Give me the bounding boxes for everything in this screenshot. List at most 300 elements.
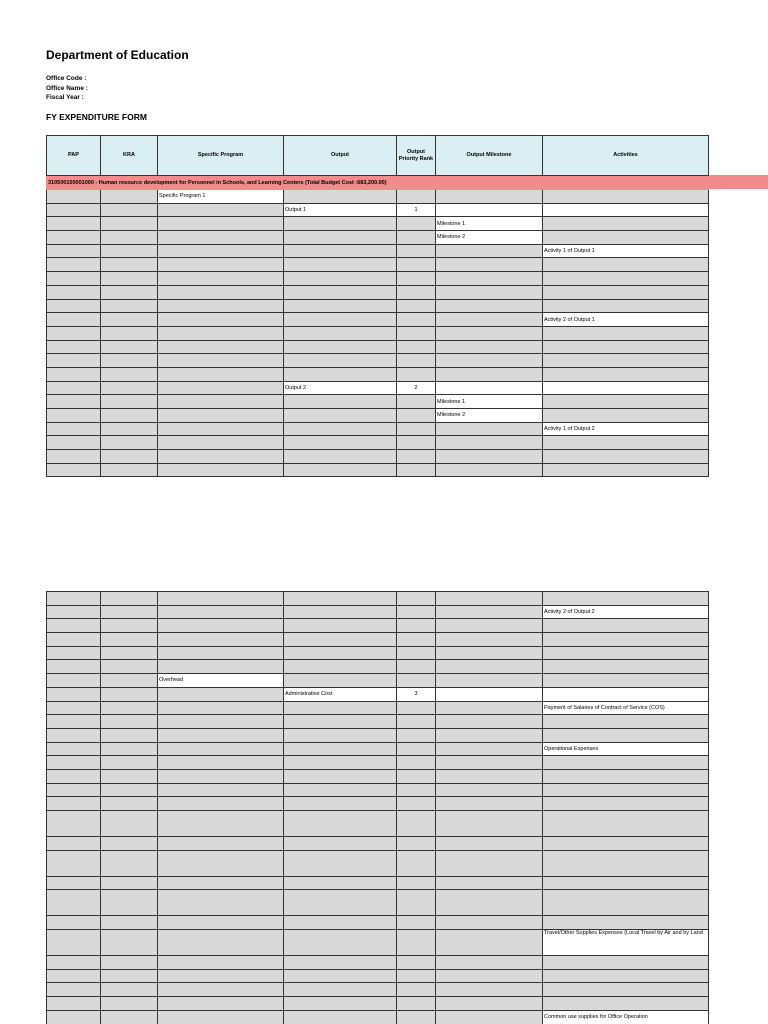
cell-activities xyxy=(543,231,709,245)
cell-output-milestone xyxy=(436,463,543,477)
cell-output-priority-rank xyxy=(397,969,436,983)
cell-kra xyxy=(101,742,158,756)
cell-specific-program xyxy=(158,890,284,916)
cell-output xyxy=(284,244,397,258)
cell-output-priority-rank: 2 xyxy=(397,381,436,395)
cell-output-milestone xyxy=(436,674,543,688)
cell-output xyxy=(284,190,397,204)
cell-output xyxy=(284,619,397,633)
cell-output-milestone xyxy=(436,701,543,715)
table-row xyxy=(47,850,709,876)
cell-activities: Payment of Salaries of Contract of Service (COS) xyxy=(543,701,709,715)
cell-pap xyxy=(47,930,101,956)
cell-activities xyxy=(543,850,709,876)
cell-activities xyxy=(543,646,709,660)
cell-output xyxy=(284,890,397,916)
cell-output-priority-rank xyxy=(397,756,436,770)
cell-kra xyxy=(101,797,158,811)
table-row xyxy=(47,326,709,340)
cell-output-milestone xyxy=(436,660,543,674)
cell-output-milestone: Milestone 1 xyxy=(436,217,543,231)
cell-output xyxy=(284,605,397,619)
cell-activities: Common use supplies for Office Operation xyxy=(543,1010,709,1024)
cell-specific-program xyxy=(158,837,284,851)
cell-specific-program xyxy=(158,687,284,701)
cell-output-priority-rank xyxy=(397,422,436,436)
column-header-output-milestone: Output Milestone xyxy=(436,136,543,176)
cell-kra xyxy=(101,811,158,837)
cell-output-priority-rank xyxy=(397,217,436,231)
cell-output-priority-rank xyxy=(397,313,436,327)
cell-pap xyxy=(47,190,101,204)
table-row xyxy=(47,674,709,688)
cell-kra xyxy=(101,956,158,970)
cell-output-milestone xyxy=(436,646,543,660)
cell-kra xyxy=(101,701,158,715)
cell-output xyxy=(284,769,397,783)
cell-kra xyxy=(101,190,158,204)
cell-specific-program xyxy=(158,217,284,231)
cell-output xyxy=(284,916,397,930)
cell-specific-program xyxy=(158,701,284,715)
cell-activities xyxy=(543,674,709,688)
cell-output xyxy=(284,1010,397,1024)
cell-activities xyxy=(543,395,709,409)
cell-output-priority-rank xyxy=(397,890,436,916)
cell-output-milestone xyxy=(436,876,543,890)
cell-output-priority-rank: 3 xyxy=(397,687,436,701)
cell-kra xyxy=(101,850,158,876)
cell-output xyxy=(284,592,397,606)
cell-specific-program xyxy=(158,299,284,313)
cell-activities xyxy=(543,340,709,354)
cell-kra xyxy=(101,916,158,930)
cell-output-milestone xyxy=(436,422,543,436)
cell-pap xyxy=(47,244,101,258)
table-row xyxy=(47,217,709,231)
cell-pap xyxy=(47,633,101,647)
cell-output xyxy=(284,633,397,647)
table-row xyxy=(47,231,709,245)
cell-specific-program xyxy=(158,203,284,217)
table-header-row xyxy=(47,136,709,176)
cell-output-milestone xyxy=(436,190,543,204)
cell-output-milestone xyxy=(436,203,543,217)
cell-kra xyxy=(101,217,158,231)
cell-activities xyxy=(543,997,709,1011)
table-row xyxy=(47,687,709,701)
cell-activities xyxy=(543,811,709,837)
cell-output xyxy=(284,756,397,770)
cell-pap xyxy=(47,340,101,354)
cell-output xyxy=(284,728,397,742)
cell-pap xyxy=(47,272,101,286)
table-row xyxy=(47,395,709,409)
cell-output xyxy=(284,285,397,299)
cell-output xyxy=(284,313,397,327)
cell-output-milestone: Milestone 2 xyxy=(436,231,543,245)
cell-output-milestone xyxy=(436,258,543,272)
cell-activities xyxy=(543,969,709,983)
cell-kra xyxy=(101,605,158,619)
cell-activities xyxy=(543,890,709,916)
cell-pap xyxy=(47,890,101,916)
cell-kra xyxy=(101,592,158,606)
cell-specific-program xyxy=(158,313,284,327)
cell-pap xyxy=(47,285,101,299)
cell-activities xyxy=(543,299,709,313)
cell-output-priority-rank xyxy=(397,409,436,423)
office-name-label: Office Name : xyxy=(46,84,88,92)
cell-output-priority-rank xyxy=(397,956,436,970)
cell-kra xyxy=(101,660,158,674)
cell-output-milestone xyxy=(436,969,543,983)
cell-specific-program xyxy=(158,983,284,997)
table-row xyxy=(47,285,709,299)
cell-activities xyxy=(543,217,709,231)
cell-output-milestone xyxy=(436,797,543,811)
table-row xyxy=(47,930,709,956)
cell-activities xyxy=(543,354,709,368)
cell-output-priority-rank xyxy=(397,258,436,272)
table-row xyxy=(47,354,709,368)
table-row xyxy=(47,769,709,783)
cell-specific-program xyxy=(158,633,284,647)
cell-output-priority-rank xyxy=(397,619,436,633)
table-row xyxy=(47,837,709,851)
pap-row-highlight-bleed xyxy=(706,175,768,189)
cell-output xyxy=(284,422,397,436)
table-row xyxy=(47,997,709,1011)
fiscal-year-label: Fiscal Year : xyxy=(46,94,84,101)
cell-kra xyxy=(101,646,158,660)
cell-activities xyxy=(543,592,709,606)
cell-output-priority-rank xyxy=(397,997,436,1011)
cell-specific-program xyxy=(158,244,284,258)
cell-pap xyxy=(47,436,101,450)
cell-output-priority-rank xyxy=(397,340,436,354)
cell-output xyxy=(284,715,397,729)
cell-output-priority-rank xyxy=(397,797,436,811)
cell-pap xyxy=(47,687,101,701)
cell-pap xyxy=(47,983,101,997)
cell-specific-program xyxy=(158,354,284,368)
cell-activities xyxy=(543,983,709,997)
cell-activities xyxy=(543,258,709,272)
cell-activities xyxy=(543,687,709,701)
cell-kra xyxy=(101,285,158,299)
cell-kra xyxy=(101,450,158,464)
column-header-output-priority-rank: Output Priority Rank xyxy=(397,136,436,176)
cell-pap xyxy=(47,969,101,983)
cell-activities xyxy=(543,769,709,783)
cell-kra xyxy=(101,244,158,258)
cell-specific-program xyxy=(158,646,284,660)
cell-output xyxy=(284,450,397,464)
cell-output-priority-rank xyxy=(397,646,436,660)
table-row xyxy=(47,701,709,715)
cell-pap xyxy=(47,450,101,464)
cell-kra xyxy=(101,769,158,783)
cell-kra xyxy=(101,756,158,770)
cell-output-milestone xyxy=(436,244,543,258)
cell-pap xyxy=(47,409,101,423)
cell-output-priority-rank xyxy=(397,674,436,688)
cell-output-milestone xyxy=(436,381,543,395)
cell-pap xyxy=(47,956,101,970)
pap-row xyxy=(47,176,709,190)
cell-kra xyxy=(101,837,158,851)
cell-specific-program xyxy=(158,395,284,409)
cell-output xyxy=(284,258,397,272)
cell-output-priority-rank xyxy=(397,592,436,606)
table-row xyxy=(47,646,709,660)
cell-kra xyxy=(101,409,158,423)
cell-pap xyxy=(47,313,101,327)
cell-specific-program xyxy=(158,436,284,450)
cell-kra xyxy=(101,231,158,245)
table-row xyxy=(47,1010,709,1024)
cell-output-priority-rank xyxy=(397,190,436,204)
cell-output-milestone xyxy=(436,619,543,633)
table-row xyxy=(47,463,709,477)
cell-kra xyxy=(101,258,158,272)
cell-output-priority-rank xyxy=(397,728,436,742)
cell-activities xyxy=(543,837,709,851)
cell-specific-program xyxy=(158,969,284,983)
cell-output-milestone xyxy=(436,983,543,997)
cell-kra xyxy=(101,313,158,327)
cell-output-milestone xyxy=(436,285,543,299)
cell-kra xyxy=(101,619,158,633)
cell-specific-program xyxy=(158,326,284,340)
cell-kra xyxy=(101,340,158,354)
cell-output-priority-rank xyxy=(397,850,436,876)
cell-kra xyxy=(101,395,158,409)
office-code-label: Office Code : xyxy=(46,75,87,82)
table-row xyxy=(47,244,709,258)
cell-specific-program xyxy=(158,422,284,436)
cell-pap xyxy=(47,837,101,851)
cell-output-priority-rank xyxy=(397,837,436,851)
cell-output xyxy=(284,811,397,837)
cell-output xyxy=(284,797,397,811)
cell-specific-program xyxy=(158,1010,284,1024)
cell-output-priority-rank xyxy=(397,769,436,783)
cell-pap xyxy=(47,367,101,381)
cell-kra xyxy=(101,272,158,286)
table-row xyxy=(47,797,709,811)
cell-output-milestone xyxy=(436,1010,543,1024)
cell-specific-program: Overhead xyxy=(158,674,284,688)
cell-specific-program xyxy=(158,272,284,286)
cell-pap xyxy=(47,997,101,1011)
table-row xyxy=(47,203,709,217)
cell-activities: Travel/Other Supplies Expenses (Local Travel by Air and by Land xyxy=(543,930,709,956)
cell-specific-program xyxy=(158,811,284,837)
table-row xyxy=(47,916,709,930)
cell-pap xyxy=(47,217,101,231)
cell-output-priority-rank xyxy=(397,299,436,313)
cell-output xyxy=(284,850,397,876)
cell-pap xyxy=(47,326,101,340)
table-row xyxy=(47,272,709,286)
cell-specific-program xyxy=(158,797,284,811)
cell-pap xyxy=(47,797,101,811)
cell-pap xyxy=(47,203,101,217)
cell-pap xyxy=(47,619,101,633)
cell-output-priority-rank xyxy=(397,983,436,997)
cell-specific-program xyxy=(158,340,284,354)
cell-output xyxy=(284,367,397,381)
cell-activities xyxy=(543,728,709,742)
table-row xyxy=(47,983,709,997)
cell-pap xyxy=(47,756,101,770)
cell-output xyxy=(284,340,397,354)
cell-output-milestone xyxy=(436,450,543,464)
cell-kra xyxy=(101,997,158,1011)
cell-kra xyxy=(101,728,158,742)
cell-output-milestone: Milestone 1 xyxy=(436,395,543,409)
cell-output-milestone xyxy=(436,354,543,368)
cell-output-milestone xyxy=(436,742,543,756)
table-row xyxy=(47,876,709,890)
table-row xyxy=(47,956,709,970)
cell-output xyxy=(284,395,397,409)
cell-output-priority-rank xyxy=(397,354,436,368)
cell-kra xyxy=(101,876,158,890)
cell-output xyxy=(284,660,397,674)
cell-output-milestone xyxy=(436,930,543,956)
cell-activities xyxy=(543,783,709,797)
cell-activities xyxy=(543,436,709,450)
cell-pap xyxy=(47,231,101,245)
cell-output-milestone xyxy=(436,367,543,381)
cell-specific-program xyxy=(158,783,284,797)
cell-pap xyxy=(47,728,101,742)
cell-output-priority-rank xyxy=(397,633,436,647)
cell-output xyxy=(284,983,397,997)
cell-output xyxy=(284,969,397,983)
cell-activities xyxy=(543,450,709,464)
cell-activities xyxy=(543,367,709,381)
table-row xyxy=(47,811,709,837)
cell-specific-program xyxy=(158,285,284,299)
cell-output-priority-rank xyxy=(397,660,436,674)
cell-kra xyxy=(101,463,158,477)
table-row xyxy=(47,728,709,742)
cell-output-priority-rank xyxy=(397,876,436,890)
cell-kra xyxy=(101,783,158,797)
cell-pap xyxy=(47,354,101,368)
cell-kra xyxy=(101,633,158,647)
cell-output-milestone xyxy=(436,605,543,619)
cell-output xyxy=(284,674,397,688)
cell-specific-program xyxy=(158,592,284,606)
cell-pap xyxy=(47,422,101,436)
column-header-specific-program: Specific Program xyxy=(158,136,284,176)
cell-pap xyxy=(47,783,101,797)
table-row xyxy=(47,313,709,327)
cell-output-priority-rank xyxy=(397,450,436,464)
table-row xyxy=(47,742,709,756)
cell-pap xyxy=(47,850,101,876)
cell-pap xyxy=(47,605,101,619)
cell-specific-program xyxy=(158,930,284,956)
cell-activities xyxy=(543,463,709,477)
table-row xyxy=(47,605,709,619)
table-row xyxy=(47,715,709,729)
cell-output-priority-rank xyxy=(397,326,436,340)
cell-pap xyxy=(47,660,101,674)
cell-output-priority-rank xyxy=(397,436,436,450)
cell-specific-program xyxy=(158,409,284,423)
cell-pap xyxy=(47,299,101,313)
cell-kra xyxy=(101,890,158,916)
cell-kra xyxy=(101,674,158,688)
cell-pap xyxy=(47,916,101,930)
cell-output-milestone xyxy=(436,299,543,313)
cell-activities xyxy=(543,797,709,811)
cell-activities: Operational Expenses xyxy=(543,742,709,756)
cell-activities xyxy=(543,876,709,890)
cell-pap xyxy=(47,715,101,729)
cell-specific-program xyxy=(158,619,284,633)
cell-output xyxy=(284,231,397,245)
cell-specific-program xyxy=(158,850,284,876)
cell-activities xyxy=(543,381,709,395)
cell-output-milestone xyxy=(436,850,543,876)
office-info xyxy=(46,74,88,103)
table-row xyxy=(47,660,709,674)
cell-output-milestone xyxy=(436,916,543,930)
table-row xyxy=(47,258,709,272)
cell-output xyxy=(284,742,397,756)
cell-output-milestone xyxy=(436,956,543,970)
table-row xyxy=(47,450,709,464)
cell-output-milestone xyxy=(436,997,543,1011)
cell-output-priority-rank xyxy=(397,1010,436,1024)
cell-output-milestone xyxy=(436,687,543,701)
cell-specific-program xyxy=(158,660,284,674)
cell-output-milestone xyxy=(436,769,543,783)
column-header-output: Output xyxy=(284,136,397,176)
cell-output-priority-rank xyxy=(397,244,436,258)
cell-output-priority-rank xyxy=(397,285,436,299)
cell-activities xyxy=(543,409,709,423)
cell-output-priority-rank xyxy=(397,395,436,409)
cell-output-priority-rank xyxy=(397,916,436,930)
table-row xyxy=(47,436,709,450)
cell-output: Output 1 xyxy=(284,203,397,217)
cell-activities: Activity 2 of Output 1 xyxy=(543,313,709,327)
cell-output xyxy=(284,701,397,715)
cell-activities xyxy=(543,203,709,217)
cell-kra xyxy=(101,326,158,340)
cell-output xyxy=(284,436,397,450)
cell-kra xyxy=(101,381,158,395)
cell-activities: Activity 1 of Output 2 xyxy=(543,422,709,436)
cell-output-milestone xyxy=(436,313,543,327)
table-row xyxy=(47,756,709,770)
cell-pap xyxy=(47,876,101,890)
cell-output: Output 2 xyxy=(284,381,397,395)
cell-output-milestone: Milestone 2 xyxy=(436,409,543,423)
cell-output-milestone xyxy=(436,272,543,286)
cell-output-milestone xyxy=(436,811,543,837)
table-row xyxy=(47,633,709,647)
cell-pap xyxy=(47,811,101,837)
